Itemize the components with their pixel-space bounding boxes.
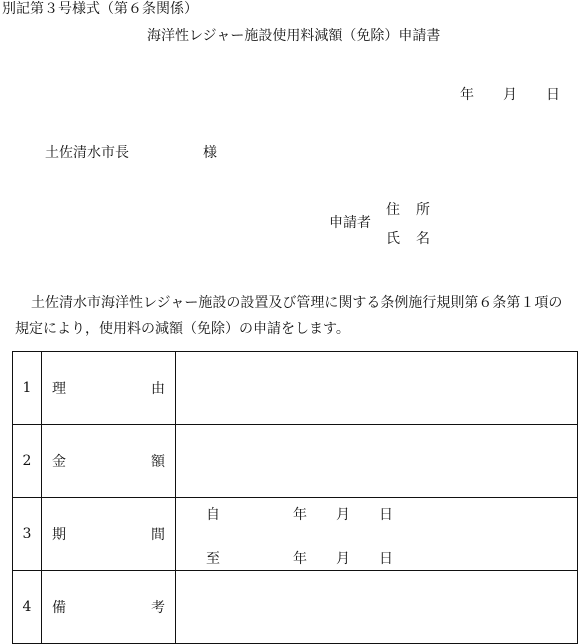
table-row <box>13 425 578 498</box>
period-to-day: 日 <box>379 551 393 567</box>
row-number: 3 <box>13 498 42 571</box>
row-number: 1 <box>13 352 42 425</box>
remarks-field[interactable] <box>176 571 578 644</box>
row-label <box>42 571 176 644</box>
row-label <box>42 425 176 498</box>
table-row <box>13 571 578 644</box>
applicant-label: 申請者 <box>329 215 371 231</box>
addressee-name: 土佐清水市長 <box>45 145 129 161</box>
period-from-day: 日 <box>379 507 393 523</box>
period-to-line <box>176 548 577 567</box>
period-to-label: 至 <box>206 551 220 567</box>
row-label-char: 由 <box>151 381 165 397</box>
address-label-1: 住 <box>386 202 400 218</box>
date-month-label: 月 <box>503 87 517 103</box>
period-field[interactable] <box>176 498 578 571</box>
period-from-year: 年 <box>293 507 307 523</box>
period-from-label: 自 <box>206 507 220 523</box>
address-label-2: 所 <box>416 202 430 218</box>
application-table <box>12 351 578 644</box>
row-label-char: 間 <box>151 527 165 543</box>
row-label-char: 額 <box>151 454 165 470</box>
body-text-line-1: 土佐清水市海洋性レジャー施設の設置及び管理に関する条例施行規則第６条第１項の <box>31 295 563 311</box>
table-row <box>13 352 578 425</box>
date-day-label: 日 <box>546 87 560 103</box>
row-label-char: 備 <box>52 600 66 616</box>
form-reference: 別記第３号様式（第６条関係） <box>2 1 198 17</box>
row-label <box>42 498 176 571</box>
name-label-2: 名 <box>416 231 430 247</box>
body-text-line-2: 規定により，使用料の減額（免除）の申請をします。 <box>15 321 350 337</box>
row-number: 2 <box>13 425 42 498</box>
reason-field[interactable] <box>176 352 578 425</box>
period-to-month: 月 <box>336 551 350 567</box>
row-number: 4 <box>13 571 42 644</box>
date-year-label: 年 <box>460 87 474 103</box>
amount-field[interactable] <box>176 425 578 498</box>
period-from-line <box>176 504 577 523</box>
row-label-char: 考 <box>151 600 165 616</box>
period-to-year: 年 <box>293 551 307 567</box>
row-label <box>42 352 176 425</box>
name-label-1: 氏 <box>386 231 400 247</box>
table-row <box>13 498 578 571</box>
row-label-char: 金 <box>52 454 66 470</box>
addressee-honorific: 様 <box>203 145 217 161</box>
row-label-char: 期 <box>52 527 66 543</box>
period-from-month: 月 <box>336 507 350 523</box>
row-label-char: 理 <box>52 381 66 397</box>
form-title: 海洋性レジャー施設使用料減額（免除）申請書 <box>147 28 441 44</box>
